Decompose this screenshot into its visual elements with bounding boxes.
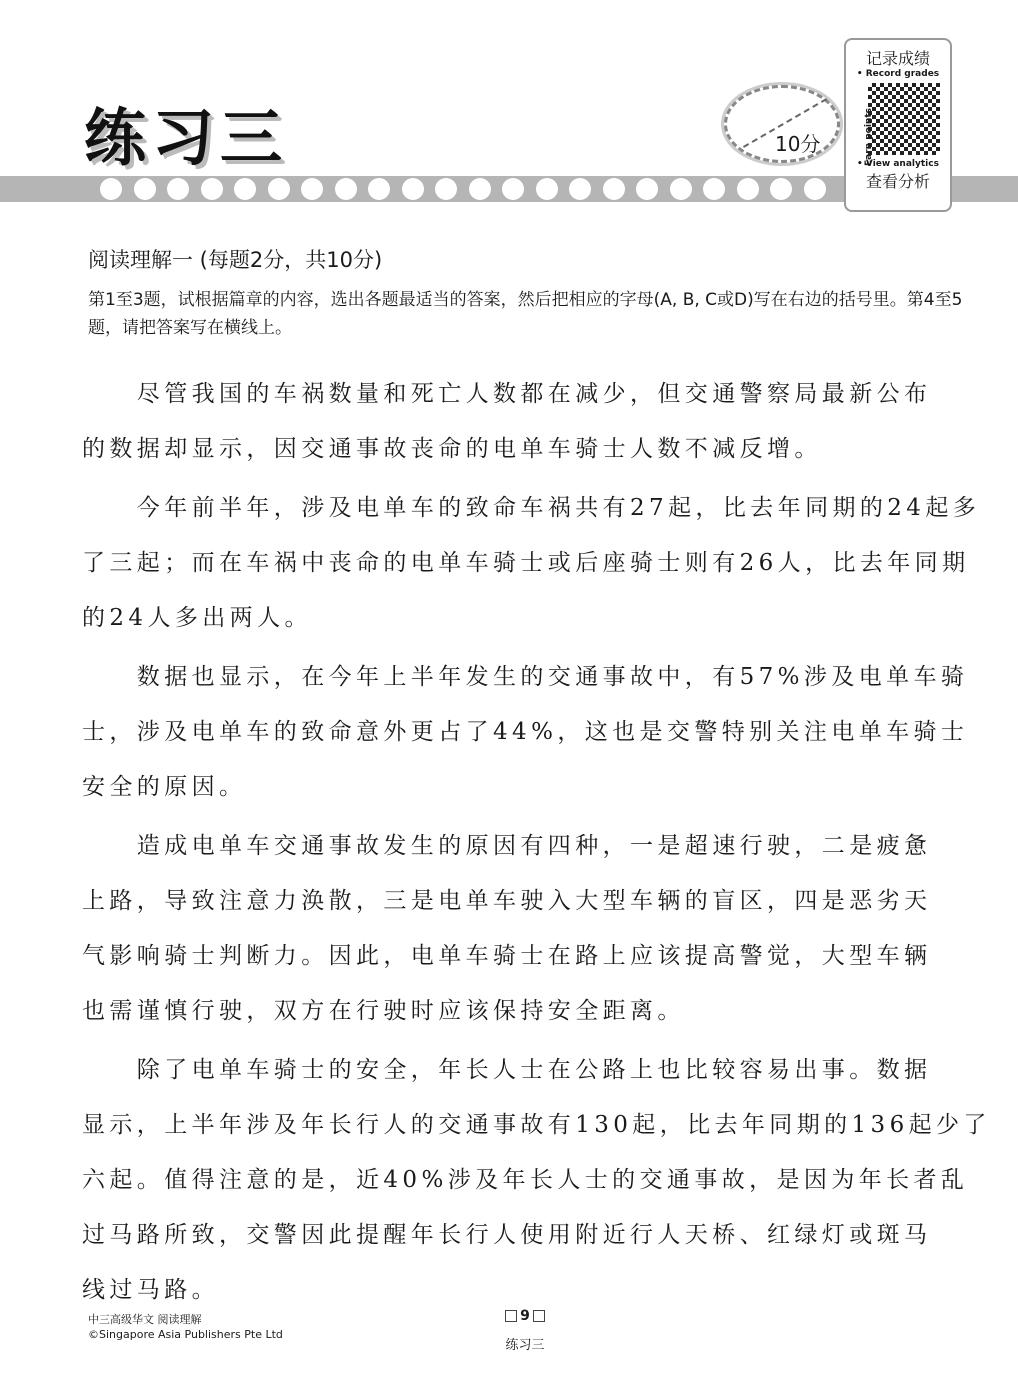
paragraph-line: 除了电单车骑士的安全，年长人士在公路上也比较容易出事。数据 — [82, 1057, 932, 1083]
qr-view-en: • View analytics — [857, 159, 939, 169]
page-number-text: 9 — [520, 1308, 530, 1324]
band-dot — [268, 178, 290, 200]
band-dot — [402, 178, 424, 200]
instructions: 第1至3题，试根据篇章的内容，选出各题最适当的答案，然后把相应的字母(A, B, C或D)写在右边的括号里。第4至5题，请把答案写在横线上。 — [88, 290, 963, 338]
footer-info — [88, 1312, 283, 1342]
band-dot — [234, 178, 256, 200]
qr-code[interactable] — [868, 83, 940, 155]
paragraph-line: 气影响骑士判断力。因此，电单车骑士在路上应该提高警觉，大型车辆 — [82, 943, 932, 969]
paragraph-line: 也需谨慎行驶，双方在行驶时应该保持安全距离。 — [82, 998, 685, 1024]
band-dot — [502, 178, 524, 200]
paragraph-line: 线过马路。 — [82, 1277, 219, 1303]
band-dot — [134, 178, 156, 200]
paragraph — [82, 1050, 991, 1325]
qr-record-label: 记录成绩 — [865, 49, 930, 68]
page-title: 练习三 — [84, 101, 289, 174]
copyright: ©Singapore Asia Publishers Pte Ltd — [88, 1328, 283, 1341]
paragraph-line: 的数据却显示，因交通事故丧命的电单车骑士人数不减反增。 — [82, 436, 822, 462]
band-dot — [737, 178, 759, 200]
paragraph — [82, 826, 962, 1046]
total-score: 10分 — [775, 132, 821, 156]
band-dot — [100, 178, 122, 200]
paragraph-line: 六起。值得注意的是，近40%涉及年长人士的交通事故，是因为年长者乱 — [82, 1167, 969, 1193]
band-dot — [670, 178, 692, 200]
paragraph-line: 士，涉及电单车的致命意外更占了44%，这也是交警特别关注电单车骑士 — [82, 719, 969, 745]
qr-record-en: • Record grades — [856, 69, 940, 79]
band-dot — [201, 178, 223, 200]
paragraph-line: 过马路所致，交警因此提醒年长行人使用附近行人天桥、红绿灯或斑马 — [82, 1222, 932, 1248]
band-dot — [167, 178, 189, 200]
band-dot — [536, 178, 558, 200]
qr-side-label: Earn points — [863, 108, 874, 166]
band-dot — [301, 178, 323, 200]
paragraph-line: 上路，导致注意力涣散，三是电单车驶入大型车辆的盲区，四是恶劣天 — [82, 888, 932, 914]
paragraph-line: 安全的原因。 — [82, 774, 247, 800]
qr-panel[interactable] — [844, 38, 952, 212]
band-dot — [770, 178, 792, 200]
passage — [82, 374, 991, 1329]
paragraph-line: 造成电单车交通事故发生的原因有四种，一是超速行驶，二是疲惫 — [82, 833, 932, 859]
paragraph — [82, 488, 981, 653]
band-dot — [335, 178, 357, 200]
paragraph — [82, 374, 962, 484]
page-number — [500, 1308, 550, 1324]
paragraph-line: 数据也显示，在今年上半年发生的交通事故中，有57%涉及电单车骑 — [82, 664, 969, 690]
paragraph-line: 的24人多出两人。 — [82, 605, 312, 631]
book-title: 中三高级华文 阅读理解 — [88, 1313, 202, 1326]
qr-view-label: 查看分析 — [865, 172, 930, 191]
band-dot — [703, 178, 725, 200]
paragraph-line: 显示，上半年涉及年长行人的交通事故有130起，比去年同期的136起少了 — [82, 1112, 991, 1138]
score-oval — [724, 85, 840, 163]
band-dot — [804, 178, 826, 200]
paragraph-line: 了三起；而在车祸中丧命的电单车骑士或后座骑士则有26人，比去年同期 — [82, 550, 970, 576]
band-dot — [636, 178, 658, 200]
band-dot — [603, 178, 625, 200]
paragraph-line: 今年前半年，涉及电单车的致命车祸共有27起，比去年同期的24起多 — [82, 495, 981, 521]
band-dot — [435, 178, 457, 200]
paragraph-line: 尽管我国的车祸数量和死亡人数都在减少，但交通警察局最新公布 — [82, 381, 932, 407]
band-dot — [469, 178, 491, 200]
paragraph — [82, 657, 969, 822]
footer-unit: 练习三 — [505, 1338, 545, 1353]
section-heading: 阅读理解一 (每题2分，共10分) — [88, 248, 383, 272]
band-dot — [368, 178, 390, 200]
band-dot — [569, 178, 591, 200]
